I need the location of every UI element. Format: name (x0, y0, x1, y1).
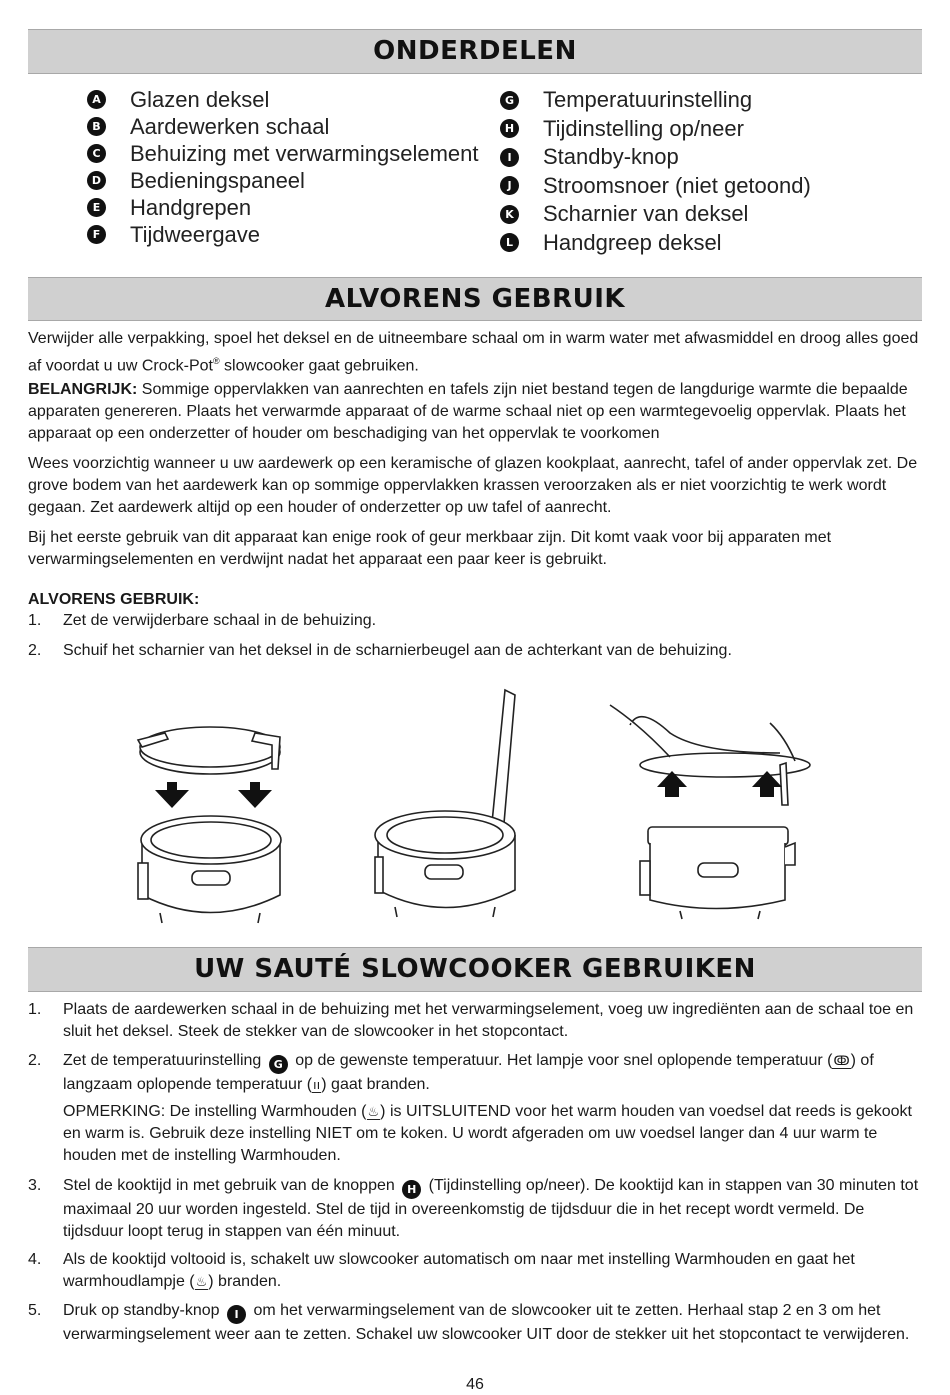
page-number: 46 (466, 1376, 484, 1393)
use-step-4 (28, 1249, 922, 1293)
part-label: Behuizing met verwarmingselement (130, 140, 479, 166)
letter-badge: B (87, 117, 106, 136)
letter-badge: K (500, 205, 519, 224)
cooker-lid-open (375, 690, 515, 917)
before-step (28, 640, 922, 662)
use-note (28, 1101, 922, 1167)
paragraph-first-use: Bij het eerste gebruik van dit apparaat kan enige rook of geur merkbaar zijn. Dit komt vaak voor bij apparaten met verwarmingselementen en verdwijnt nadat het apparaat een paar keer is gebruikt. (28, 529, 832, 568)
use-step-3 (28, 1175, 922, 1241)
part-item (500, 172, 811, 201)
letter-badge: F (87, 225, 106, 244)
use-step-1 (28, 999, 922, 1043)
step-text: Plaats de aardewerken schaal in de behuizing met het verwarmingselement, voeg uw ingrediënten aan de schaal toe en sluit het deksel. Steek de stekker van de slowcooker in het stopcontact. (63, 1001, 914, 1040)
part-label: Glazen deksel (130, 86, 270, 112)
cooker-lid-lifting (610, 705, 810, 919)
step-number: 1. (28, 1001, 42, 1018)
part-label: Tijdinstelling op/neer (543, 115, 744, 141)
registered-mark: ® (212, 356, 220, 366)
part-item (87, 194, 479, 221)
part-item (500, 86, 811, 115)
part-item (500, 200, 811, 229)
letter-badge: I (500, 148, 519, 167)
using-section-header: UW SAUTÉ SLOWCOOKER GEBRUIKEN (28, 947, 922, 992)
letter-badge-h: H (402, 1180, 421, 1199)
use-step-2 (28, 1050, 922, 1094)
letter-badge: E (87, 198, 106, 217)
paragraph-caution: Wees voorzichtig wanneer u uw aardewerk op een keramische of glazen kookplaat, aanrecht, tafel of ander oppervlak zet. De grove bodem van het aardewerk kan op sommige oppervlakken krassen veroorzaken als er niet voorzichtig te werk wordt gegaan. Zet aardewerk altijd op een houder of onderzetter op uw tafel of aanrecht. (28, 455, 918, 516)
step-text: Schuif het scharnier van het deksel in de scharnierbeugel aan de achterkant van de behuizing. (63, 642, 732, 659)
part-label: Handgrepen (130, 194, 252, 220)
part-label: Tijdweergave (130, 221, 261, 247)
letter-badge: G (500, 91, 519, 110)
step-text-part: op de gewenste temperatuur. Het lampje voor snel oplopende temperatuur ( (295, 1052, 833, 1069)
paragraph-text: Verwijder alle verpakking, spoel het deksel en de uitneembare schaal om in warm water met afwasmiddel en droog alles goed af voordat u uw Crock-Pot (28, 330, 919, 375)
step-text-part: Zet de temperatuurinstelling (63, 1052, 262, 1069)
note-text (63, 1101, 919, 1167)
assembly-illustration (120, 685, 820, 935)
part-label: Standby-knop (543, 144, 679, 170)
parts-list-right (500, 86, 811, 257)
note-text-part: ) is UITSLUITEND voor het warm houden van voedsel dat reeds is gekookt en warm is. Gebruik deze instelling NIET om te koken. U wordt afgeraden om uw voedsel langer dan 4 uur warm te houden met de instelling Warmhouden. (63, 1103, 912, 1164)
letter-badge-i: I (227, 1305, 246, 1324)
step-text (63, 1300, 919, 1346)
important-label: BELANGRIJK: (28, 381, 138, 398)
part-label: Temperatuurinstelling (543, 87, 753, 113)
use-step-5 (28, 1300, 922, 1366)
step-text (63, 1050, 919, 1096)
step-text (63, 1175, 919, 1243)
step-text-part: om het verwarmingselement van de slowcooker uit te zetten. Herhaal stap 2 en 3 om het verwarmingselement weer aan te zetten. Schakel uw slowcooker UIT door de stekker uit het stopcontact te verwijderen. (63, 1302, 910, 1343)
part-item (500, 143, 811, 172)
step-number: 1. (28, 612, 42, 629)
part-item (87, 86, 479, 113)
letter-badge: D (87, 171, 106, 190)
low-heat-icon: ıı (313, 1077, 321, 1092)
step-text (63, 1249, 919, 1293)
paragraph-important (28, 379, 922, 445)
paragraph-text: Sommige oppervlakken van aanrechten en tafels zijn niet bestand tegen de langdurige warmte die bepaalde apparaten genereren. Plaats het verwarmde apparaat of de warme schaal niet op een warmtegevoelig oppervlak. Plaats het apparaat op een onderzetter of houder om beschadiging van het oppervlak te voorkomen (28, 381, 908, 442)
note-text-part: OPMERKING: De instelling Warmhouden ( (63, 1103, 367, 1120)
part-label: Handgreep deksel (543, 229, 722, 255)
part-label: Stroomsnoer (niet getoond) (543, 172, 811, 198)
step-number: 4. (28, 1251, 42, 1268)
step-text: Zet de verwijderbare schaal in de behuizing. (63, 612, 377, 629)
part-label: Bedieningspaneel (130, 167, 305, 193)
parts-section-header: ONDERDELEN (28, 29, 922, 74)
part-label: Aardewerken schaal (130, 113, 330, 139)
paragraph-preparation (28, 328, 922, 377)
paragraph-text: slowcooker gaat gebruiken. (219, 357, 419, 375)
part-item (87, 113, 479, 140)
steps-title: ALVORENS GEBRUIK: (28, 591, 200, 608)
letter-badge: C (87, 144, 106, 163)
keep-warm-icon: ♨ (367, 1104, 380, 1119)
part-label: Scharnier van deksel (543, 201, 749, 227)
step-number: 5. (28, 1302, 42, 1319)
step-number: 3. (28, 1177, 42, 1194)
step-text-part: Stel de kooktijd in met gebruik van de knoppen (63, 1177, 395, 1194)
letter-badge: H (500, 119, 519, 138)
step-text-part: ) gaat branden. (321, 1076, 430, 1093)
step-text-part: (Tijdinstelling op/neer). De kooktijd kan in stappen van 30 minuten tot maximaal 20 uur worden ingesteld. Stel de tijd in overeenkomstig de tijdsduur die in het recept wordt vermeld. De tijdsduur loopt terug in stappen van één minuut. (63, 1177, 919, 1240)
part-item (87, 140, 479, 167)
step-text-part: ) branden. (208, 1273, 282, 1290)
keep-warm-icon: ♨ (195, 1274, 208, 1289)
part-item (87, 167, 479, 194)
letter-badge: A (87, 90, 106, 109)
step-text-part: Als de kooktijd voltooid is, schakelt uw slowcooker automatisch om naar met instelling Warmhouden en gaat het warmhoudlampje ( (63, 1251, 855, 1290)
part-item (500, 115, 811, 144)
step-number: 2. (28, 1052, 42, 1069)
cooker-lid-lowering (138, 727, 281, 923)
letter-badge: J (500, 176, 519, 195)
before-use-section-header: ALVORENS GEBRUIK (28, 277, 922, 321)
high-heat-icon: ↂ (833, 1053, 850, 1068)
letter-badge-g: G (269, 1055, 288, 1074)
step-number: 2. (28, 642, 42, 659)
parts-list-left (87, 86, 479, 248)
step-text-part: ) of langzaam oplopende temperatuur ( (63, 1052, 874, 1093)
part-item (87, 221, 479, 248)
step-text-part: Druk op standby-knop (63, 1302, 220, 1319)
part-item (500, 229, 811, 258)
letter-badge: L (500, 233, 519, 252)
before-step (28, 610, 922, 632)
